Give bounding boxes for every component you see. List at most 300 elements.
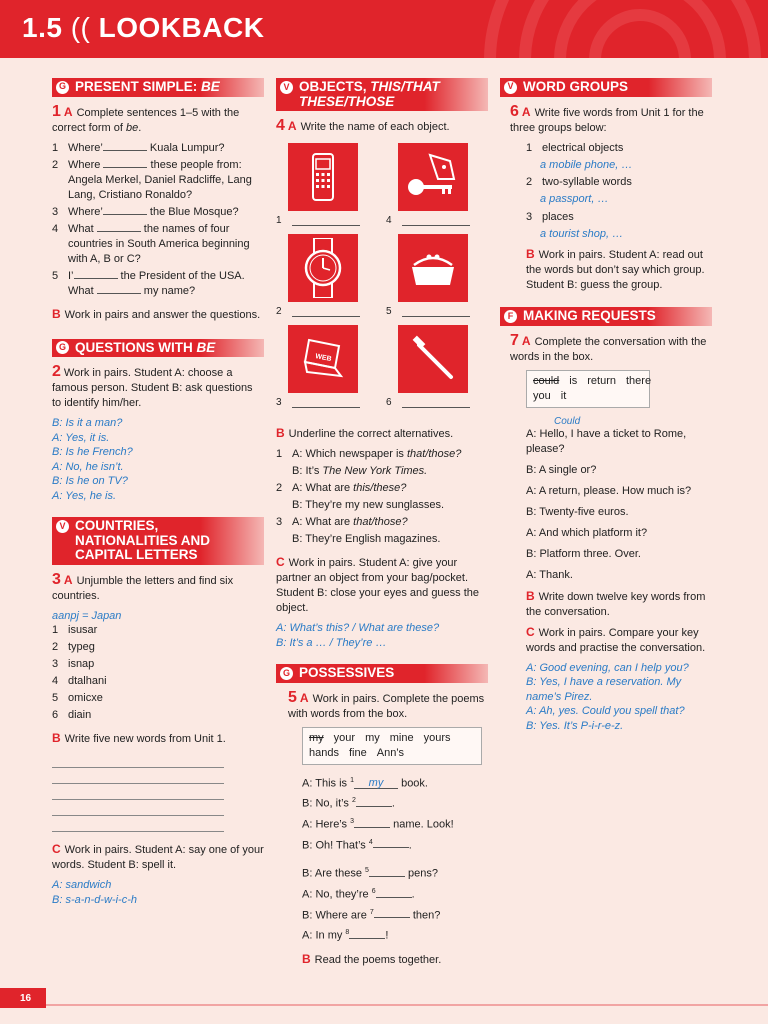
exercise-letter: A xyxy=(521,104,531,119)
gap-number: 8 xyxy=(345,929,350,937)
dialog-line xyxy=(52,416,264,431)
exercise-2-instruction xyxy=(52,364,264,411)
poem-text-b: . xyxy=(411,888,415,901)
exercise-3a-instruction xyxy=(52,572,264,604)
exercise-letter: B xyxy=(52,306,61,321)
answer-blank[interactable] xyxy=(374,908,410,918)
exercise-4c-instruction xyxy=(276,555,488,616)
poem-line-text xyxy=(302,925,388,944)
purse-icon xyxy=(398,234,468,302)
list-item xyxy=(276,532,488,547)
speaker: A: xyxy=(52,431,63,444)
poem-line xyxy=(302,884,488,903)
item-question xyxy=(292,515,408,530)
writing-line[interactable] xyxy=(52,752,224,768)
item-number: 1 xyxy=(276,448,283,461)
dialog-line xyxy=(526,505,712,520)
writing-lines xyxy=(52,752,264,832)
dialog-line xyxy=(526,427,712,457)
exercise-letter: A xyxy=(299,690,309,705)
answer-blank[interactable] xyxy=(97,222,141,232)
unit-number: 1.5 xyxy=(22,12,63,43)
speaker: B: xyxy=(302,868,313,881)
lesson-name: LOOKBACK xyxy=(98,12,265,43)
list-item xyxy=(276,464,488,479)
item-text-b: these people from: Angela Merkel, Daniel Radcliffe, Lang Lang, Cristiano Ronaldo? xyxy=(68,158,252,201)
speaker: B: xyxy=(526,463,537,476)
speaker: B: xyxy=(52,475,63,488)
picture-number: 6 xyxy=(386,397,392,409)
line-text: Twenty-five euros. xyxy=(539,505,629,518)
section-countries-nationalities xyxy=(52,517,264,565)
speaker: B: xyxy=(292,533,303,546)
speaker: B: xyxy=(526,676,537,689)
answer-blank[interactable] xyxy=(103,205,147,215)
exercise-4b-instruction xyxy=(276,426,488,442)
dialog-line xyxy=(276,636,488,651)
item-number: 2 xyxy=(276,482,283,495)
item-number: 4 xyxy=(52,222,59,235)
item-text xyxy=(68,205,239,220)
item-number: 2 xyxy=(52,158,59,171)
dialog-line xyxy=(526,484,712,499)
item-text-b: the President of the USA. What xyxy=(68,269,245,297)
exercise-6a-items xyxy=(500,141,712,242)
list-item xyxy=(52,623,264,638)
exercise-4b-items xyxy=(276,447,488,547)
line-text: s-a-n-d-w-i-c-h xyxy=(65,893,137,906)
exercise-number: 7 xyxy=(510,331,519,349)
item-text-c: my name? xyxy=(140,284,196,297)
poem-text-b: . xyxy=(391,798,395,811)
answer-blank[interactable] xyxy=(103,158,147,168)
picture-number: 4 xyxy=(386,215,392,227)
item-number: 1 xyxy=(52,141,59,154)
picture-label xyxy=(276,215,368,226)
item-answer xyxy=(292,532,440,547)
exercise-7a-instruction xyxy=(500,333,712,365)
answer-blank[interactable] xyxy=(376,888,412,898)
poem-line-text xyxy=(302,793,395,812)
line-text: It’s a … / They’re … xyxy=(289,636,387,649)
instruction-italic: be xyxy=(125,121,139,134)
item-answer xyxy=(292,464,427,479)
section-title: QUESTIONS WITH xyxy=(75,339,197,355)
list-item xyxy=(52,222,264,267)
speaker: B: xyxy=(302,909,313,922)
exercise-1a-instruction xyxy=(52,104,264,136)
dialog-line xyxy=(52,445,264,460)
answer-blank[interactable] xyxy=(373,838,409,848)
speaker: B: xyxy=(276,636,287,649)
answer-text: It’s xyxy=(305,465,323,478)
line-text: Ah, yes. Could you spell that? xyxy=(539,705,685,718)
speaker: A: xyxy=(292,516,303,529)
line-text: Is it a man? xyxy=(65,417,123,430)
poem-line-text xyxy=(302,905,440,924)
speaker: B: xyxy=(292,465,303,478)
word-box-item: hands xyxy=(309,746,339,759)
section-title-italic: THIS/THAT THESE/THOSE xyxy=(299,79,440,109)
poem-line-text xyxy=(302,773,428,792)
speaker: B: xyxy=(526,505,537,518)
picture-number: 3 xyxy=(276,397,282,409)
poem-text-a: Are these xyxy=(314,868,365,881)
exercise-number: 6 xyxy=(510,102,519,120)
item-text: electrical objects xyxy=(542,141,624,154)
exercise-letter: C xyxy=(276,555,285,570)
poem-line xyxy=(302,835,488,854)
answer-blank[interactable] xyxy=(97,284,141,294)
picture-label xyxy=(276,306,368,317)
list-item xyxy=(52,674,264,689)
item-example: a tourist shop, … xyxy=(540,227,624,240)
column-left xyxy=(52,78,264,907)
instruction-text: Unjumble the letters and find six countries. xyxy=(52,574,234,602)
vocabulary-badge-icon: V xyxy=(280,81,293,94)
item-number: 1 xyxy=(526,141,533,154)
answer-blank[interactable] xyxy=(369,867,405,877)
lookback-icon: (( xyxy=(70,12,91,43)
exercise-2-dialog xyxy=(52,416,264,503)
page-number: 16 xyxy=(0,988,46,1008)
item-text-a: Where xyxy=(68,158,104,171)
picture-number: 1 xyxy=(276,215,282,227)
section-word-groups xyxy=(500,78,712,97)
speaker: A: xyxy=(52,879,63,892)
writing-line[interactable] xyxy=(52,768,224,784)
speaker: A: xyxy=(52,489,63,502)
answer-line[interactable] xyxy=(292,225,360,226)
item-text-a: I’ xyxy=(68,269,74,282)
instruction-text: Read the poems together. xyxy=(314,953,442,966)
section-questions-with-be xyxy=(52,339,264,358)
poem-text-b: then? xyxy=(409,909,441,922)
picture-label xyxy=(386,215,478,226)
speaker: B: xyxy=(52,417,63,430)
answer-blank[interactable] xyxy=(356,797,392,807)
picture-label xyxy=(276,397,368,408)
speaker: B: xyxy=(526,547,537,560)
list-item xyxy=(526,175,712,190)
word-box-item: your xyxy=(333,731,356,744)
item-number: 3 xyxy=(526,210,533,223)
answer-line[interactable] xyxy=(292,316,360,317)
item-number: 5 xyxy=(52,692,59,705)
item-number: 6 xyxy=(52,709,59,722)
vocabulary-badge-icon: V xyxy=(504,81,517,94)
writing-line[interactable] xyxy=(52,784,224,800)
exercise-number: 2 xyxy=(52,363,61,381)
lesson-title xyxy=(22,12,264,44)
dialog-line xyxy=(526,675,712,704)
picture-number: 5 xyxy=(386,306,392,318)
instruction-text-end: . xyxy=(138,121,142,134)
answer-blank[interactable] xyxy=(349,929,385,939)
exercise-letter: C xyxy=(526,624,535,639)
speaker: A: xyxy=(302,929,313,942)
poem-line xyxy=(302,814,488,833)
word-box-item: mine xyxy=(389,731,414,744)
question-text: What are xyxy=(305,516,354,529)
section-title: OBJECTS, xyxy=(299,79,371,94)
writing-line[interactable] xyxy=(52,816,224,832)
exercise-1b-instruction xyxy=(52,307,264,323)
word-box-item: could xyxy=(533,374,560,387)
instruction-text: Work in pairs. Student A: give your partner an object from your bag/pocket. Student B: close your eyes and guess the object. xyxy=(276,557,480,615)
line-text: What’s this? / What are these? xyxy=(289,622,440,635)
speaker: A: xyxy=(526,427,537,440)
poem-text-b: . xyxy=(408,839,412,852)
instruction-text: Write the name of each object. xyxy=(300,121,450,134)
answer-line[interactable] xyxy=(402,225,470,226)
watch-icon xyxy=(288,234,358,302)
poem-line-text xyxy=(302,884,415,903)
picture-label xyxy=(386,397,478,408)
answer-blank[interactable] xyxy=(74,269,118,279)
laptop-icon xyxy=(288,325,358,393)
dialog-line xyxy=(52,474,264,489)
inserted-word: Could xyxy=(554,415,581,427)
answer-blank[interactable] xyxy=(354,818,390,828)
toothbrush-icon xyxy=(398,325,468,393)
speaker: A: xyxy=(526,568,537,581)
function-badge-icon: F xyxy=(504,310,517,323)
exercise-letter: A xyxy=(63,572,73,587)
speaker: A: xyxy=(292,448,303,461)
picture-cell xyxy=(276,234,368,325)
speaker: A: xyxy=(302,777,313,790)
item-text-a: Where’ xyxy=(68,141,103,154)
section-making-requests xyxy=(500,307,712,326)
poem-line xyxy=(302,905,488,924)
speaker: A: xyxy=(526,526,537,539)
poem-text-b: book. xyxy=(398,777,428,790)
speaker: A: xyxy=(52,460,63,473)
gap-number: 2 xyxy=(351,797,356,805)
exercise-letter: B xyxy=(276,426,285,441)
word-box-item: Ann’s xyxy=(376,746,405,759)
section-title: COUNTRIES, NATIONALITIES AND CAPITAL LETTERS xyxy=(75,518,210,563)
grammar-badge-icon: G xyxy=(56,341,69,354)
speaker: A: xyxy=(292,482,303,495)
line-text: No, he isn’t. xyxy=(65,460,124,473)
item-text-a: Where’ xyxy=(68,205,103,218)
picture-cell xyxy=(276,143,368,234)
answer-blank[interactable]: my xyxy=(354,776,398,789)
picture-label xyxy=(386,306,478,317)
list-item xyxy=(52,158,264,203)
writing-line[interactable] xyxy=(52,800,224,816)
item-number: 1 xyxy=(52,624,59,637)
exercise-7-dialog xyxy=(500,416,712,734)
dialog-line xyxy=(526,568,712,583)
poem-text-a: This is xyxy=(315,777,351,790)
section-present-simple-be xyxy=(52,78,264,97)
gap-number: 4 xyxy=(368,838,373,846)
item-answer xyxy=(292,498,444,513)
line-text: Is he French? xyxy=(65,446,133,459)
column-right xyxy=(500,78,712,733)
mobile-phone-icon xyxy=(288,143,358,211)
speaker: A: xyxy=(526,661,537,674)
instruction-text: Work in pairs. Compare your key words and practise the conversation. xyxy=(526,626,706,654)
exercise-1a-items xyxy=(52,141,264,299)
instruction-text: Complete sentences 1–5 with the correct form of xyxy=(52,106,240,134)
exercise-letter: B xyxy=(302,951,311,966)
line-text: Yes, it is. xyxy=(65,431,110,444)
exercise-4a-instruction xyxy=(276,118,488,135)
word-box-item: my xyxy=(365,731,380,744)
speaker: A: xyxy=(302,818,313,831)
item-text: omicxe xyxy=(68,692,103,705)
alternatives-text[interactable]: that/those? xyxy=(353,516,408,529)
answer-line[interactable] xyxy=(402,316,470,317)
poem-text-b: name. Look! xyxy=(390,818,454,831)
dialog-line xyxy=(526,463,712,478)
instruction-text: Write five words from Unit 1 for the three groups below: xyxy=(510,106,704,134)
exercise-letter: B xyxy=(526,588,535,603)
section-title: POSSESSIVES xyxy=(299,665,395,681)
grammar-badge-icon: G xyxy=(280,667,293,680)
page-header xyxy=(0,0,768,58)
poem-line xyxy=(302,925,488,944)
stanza-gap xyxy=(302,855,488,863)
picture-number: 2 xyxy=(276,306,282,318)
item-number: 2 xyxy=(526,176,533,189)
poem-text-a: Here’s xyxy=(315,818,351,831)
exercise-3-example: aanpj = Japan xyxy=(52,609,122,622)
exercise-letter: B xyxy=(52,731,61,746)
dialog-line xyxy=(52,460,264,475)
word-box-item: return xyxy=(587,374,616,387)
line-text: Yes. It’s P-i-r-e-z. xyxy=(539,719,624,732)
line-text: Is he on TV? xyxy=(65,475,128,488)
speaker: B: xyxy=(526,719,537,732)
exercise-number: 1 xyxy=(52,102,61,120)
vocabulary-badge-icon: V xyxy=(56,520,69,533)
item-number: 3 xyxy=(52,658,59,671)
item-number: 4 xyxy=(52,675,59,688)
footer-bar xyxy=(46,1004,768,1006)
alternatives-text[interactable]: that/those? xyxy=(406,448,462,461)
speaker: B: xyxy=(302,839,313,852)
gap-number: 5 xyxy=(365,867,369,875)
poem-text-a: Where are xyxy=(315,909,370,922)
instruction-text: Underline the correct alternatives. xyxy=(288,428,454,441)
line-text: sandwich xyxy=(65,879,112,892)
speaker: B: xyxy=(52,893,63,906)
list-item xyxy=(52,691,264,706)
item-question xyxy=(292,481,406,496)
instruction-text: Work in pairs. Student A: read out the words but don’t say which group. Student B: guess the group. xyxy=(526,249,705,292)
exercise-3a-items xyxy=(52,623,264,723)
list-item xyxy=(276,481,488,496)
poem-line xyxy=(302,773,488,792)
poem-text-a: No, it’s xyxy=(315,798,352,811)
exercise-letter: A xyxy=(63,104,73,119)
line-text: Yes, I have a reservation. My name’s Pirez. xyxy=(526,676,682,703)
item-text xyxy=(68,141,225,156)
poem-line-text xyxy=(302,835,412,854)
dialog-line xyxy=(526,526,712,541)
answer-text: They’re my new sunglasses. xyxy=(305,499,445,512)
exercise-3b-instruction xyxy=(52,731,264,747)
item-number-spacer xyxy=(276,532,292,547)
item-text-b: Kuala Lumpur? xyxy=(146,141,225,154)
dialog-line xyxy=(526,661,712,676)
object-picture-grid xyxy=(276,143,478,416)
question-text: What are xyxy=(305,482,354,495)
speaker: A: xyxy=(302,888,313,901)
line-text: Yes, he is. xyxy=(65,489,117,502)
instruction-text: Write five new words from Unit 1. xyxy=(64,733,226,746)
picture-cell xyxy=(386,325,478,416)
grammar-badge-icon: G xyxy=(56,81,69,94)
section-possessives xyxy=(276,664,488,683)
exercise-letter: A xyxy=(287,119,297,134)
answer-blank[interactable] xyxy=(103,141,147,151)
exercise-number: 5 xyxy=(288,688,297,706)
instruction-text: Work in pairs and answer the questions. xyxy=(64,308,261,321)
gap-number: 7 xyxy=(369,908,374,916)
list-item xyxy=(526,210,712,225)
word-box xyxy=(302,727,482,765)
answer-line[interactable] xyxy=(402,407,470,408)
gap-number: 6 xyxy=(371,888,376,896)
item-question xyxy=(292,447,461,462)
answer-line[interactable] xyxy=(292,407,360,408)
poem-line-text xyxy=(302,863,438,882)
section-title: PRESENT SIMPLE: xyxy=(75,79,202,94)
line-text: And which platform it? xyxy=(538,526,648,539)
item-number: 2 xyxy=(52,641,59,654)
item-number: 5 xyxy=(52,269,59,282)
exercise-6b-instruction xyxy=(500,247,712,293)
item-text-b: the Blue Mosque? xyxy=(146,205,239,218)
exercise-letter: A xyxy=(521,333,531,348)
item-text: isusar xyxy=(68,624,98,637)
poem-text-a: Oh! That’s xyxy=(315,839,369,852)
list-item xyxy=(52,141,264,156)
dialog-line xyxy=(276,621,488,636)
item-example: a passport, … xyxy=(540,193,609,206)
item-text xyxy=(68,269,264,299)
word-box-item: is xyxy=(569,374,578,387)
gap-number: 1 xyxy=(350,776,355,784)
speaker: A: xyxy=(276,622,287,635)
item-text: dtalhani xyxy=(68,675,107,688)
list-item xyxy=(276,447,488,462)
list-item xyxy=(52,205,264,220)
list-item xyxy=(52,640,264,655)
dialog-line xyxy=(52,878,264,893)
line-text: Thank. xyxy=(539,568,573,581)
word-box xyxy=(526,370,650,408)
picture-cell xyxy=(386,143,478,234)
exercise-6a-instruction xyxy=(500,104,712,136)
list-item xyxy=(52,708,264,723)
alternatives-text[interactable]: this/these? xyxy=(353,482,407,495)
word-box-item: it xyxy=(560,389,567,402)
item-text xyxy=(68,158,264,203)
dialog-line xyxy=(526,704,712,719)
item-number-spacer xyxy=(276,498,292,513)
answer-italic: The New York Times. xyxy=(322,465,428,478)
item-text: isnap xyxy=(68,658,95,671)
dialog-line xyxy=(52,431,264,446)
picture-cell xyxy=(276,325,368,416)
